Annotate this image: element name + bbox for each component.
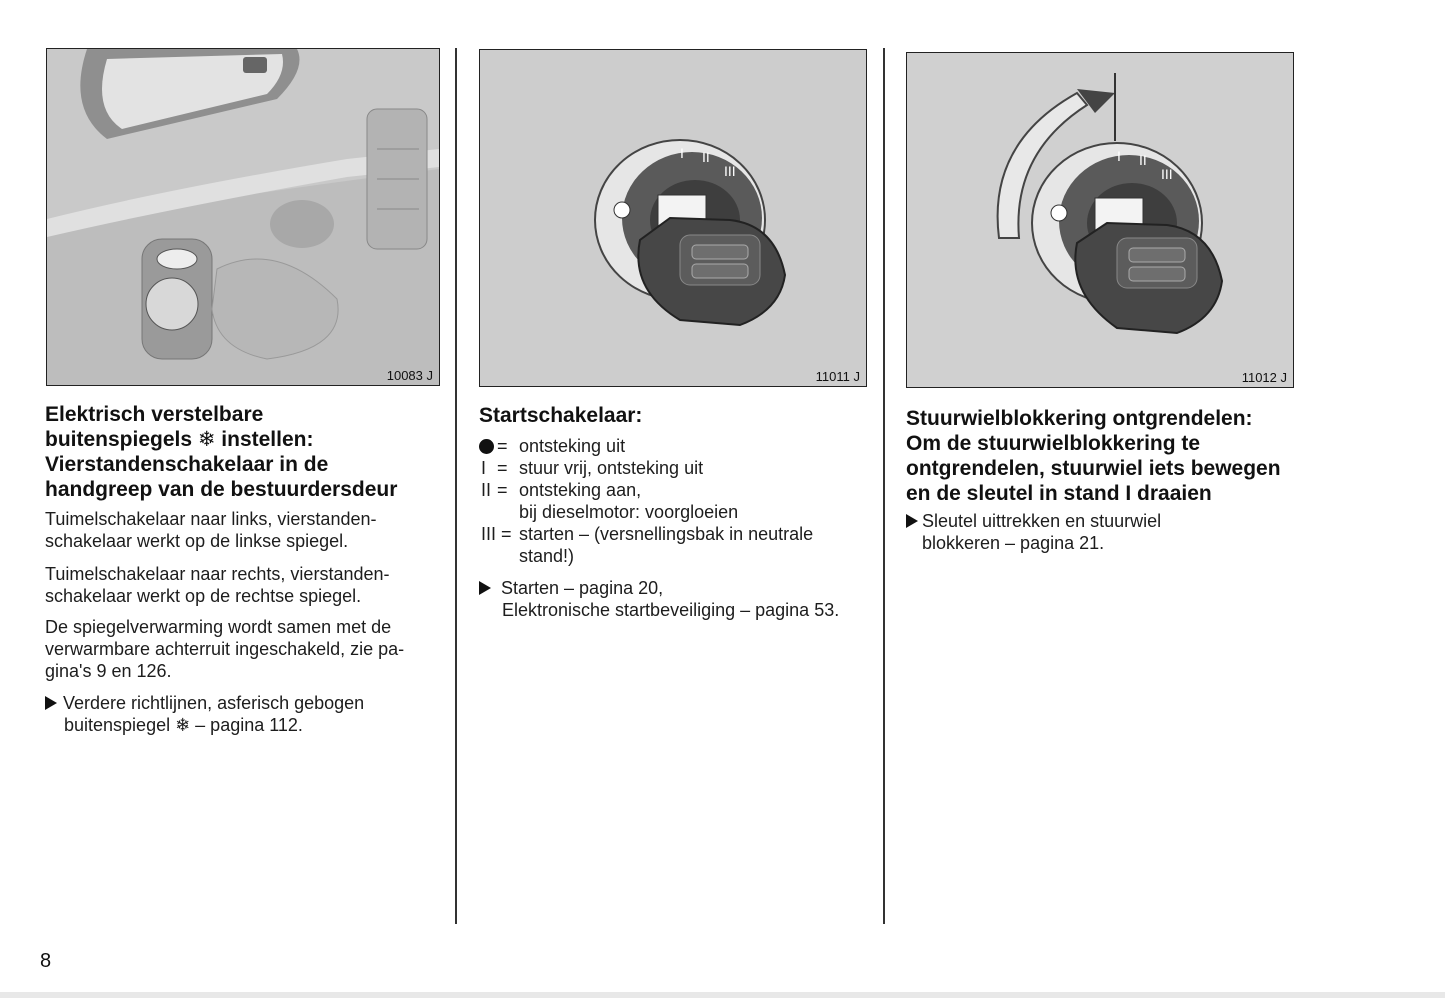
- column-divider: [455, 48, 457, 924]
- arrow-right-icon: [906, 514, 918, 528]
- figure-ignition-switch: [479, 49, 867, 387]
- mirror-switch-illustration: [47, 49, 439, 385]
- ignition-key-turn-illustration: [907, 53, 1293, 387]
- svg-text:III: III: [1161, 166, 1173, 182]
- paragraph: Tuimelschakelaar naar rechts, vierstanden- schakelaar werkt op de rechtse spiegel.: [45, 564, 390, 606]
- page-number: 8: [40, 950, 52, 972]
- filled-circle-icon: [479, 439, 494, 454]
- ignition-legend: = ontsteking uit I = stuur vrij, ontsteking uit II = ontsteking aan, bij dieselmotor: voorgloeien III = starten – (versnellingsbak in neutrale stand!): [481, 436, 814, 566]
- svg-text:I: I: [1117, 148, 1121, 164]
- section-heading-steering-lock: Stuurwielblokkering ontgrendelen: Om de stuurwielblokkering te ontgrendelen, stuurwiel iets bewegen en de sleutel in stand I draaien: [906, 407, 1281, 505]
- figure-code: 11012 J: [1241, 370, 1287, 385]
- cross-reference: Verdere richtlijnen, asferisch gebogen buitenspiegel ❄ – pagina 112.: [45, 692, 445, 736]
- cross-reference: Sleutel uittrekken en stuurwiel blokkeren – pagina 21.: [906, 510, 1306, 554]
- arrow-right-icon: [45, 696, 57, 710]
- bottom-edge: [0, 992, 1445, 998]
- section-heading-ignition: Startschakelaar:: [479, 404, 643, 427]
- arrow-right-icon: [479, 581, 491, 595]
- svg-text:II: II: [702, 149, 710, 165]
- svg-text:II: II: [1139, 152, 1147, 168]
- figure-code: 11011 J: [815, 369, 860, 384]
- figure-mirror-switch: [46, 48, 440, 386]
- section-heading-mirrors: Elektrisch verstelbare buitenspiegels ❄ instellen: Vierstandenschakelaar in de handgreep van de bestuurdersdeur: [45, 403, 398, 501]
- svg-text:I: I: [680, 145, 684, 161]
- column-divider: [883, 48, 885, 924]
- figure-code: 10083 J: [386, 368, 433, 383]
- ignition-key-illustration: [480, 50, 866, 386]
- paragraph: De spiegelverwarming wordt samen met de verwarmbare achterruit ingeschakeld, zie pa- gina's 9 en 126.: [45, 617, 405, 681]
- cross-reference: Starten – pagina 20, Elektronische startbeveiliging – pagina 53.: [479, 577, 874, 621]
- paragraph: Tuimelschakelaar naar links, vierstanden- schakelaar werkt op de linkse spiegel.: [45, 509, 377, 551]
- svg-text:III: III: [724, 163, 736, 179]
- figure-steering-unlock: [906, 52, 1294, 388]
